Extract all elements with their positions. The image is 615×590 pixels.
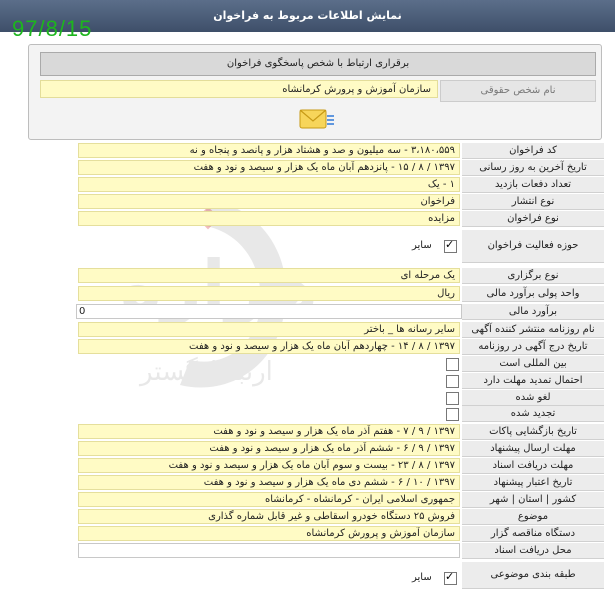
submit-deadline-value: ۱۳۹۷ / ۹ / ۶ - ششم آذر ماه یک هزار و سیصد و نود و هفت [78, 441, 460, 456]
contact-responder-button[interactable]: برقراری ارتباط با شخص پاسخگوی فراخوان [40, 52, 596, 76]
code-label: کد فراخوان [462, 143, 604, 159]
extension-checkbox[interactable] [446, 375, 459, 388]
submit-deadline-label: مهلت ارسال پیشنهاد [462, 441, 604, 457]
subject-value: فروش ۲۵ دستگاه خودرو اسقاطی و غیر قابل شماره گذاری [78, 509, 460, 524]
classification-checkbox-label: سایر [412, 572, 432, 583]
currency-label: واحد پولی برآورد مالی [462, 286, 604, 302]
last-update-label: تاریخ آخرین به روز رسانی [462, 160, 604, 176]
envelope-icon[interactable] [296, 106, 336, 134]
visits-value: ۱ - یک [78, 177, 460, 192]
date-stamp: 97/8/15 [12, 16, 93, 41]
publish-type-value: فراخوان [78, 194, 460, 209]
call-type-value: مزایده [78, 211, 460, 226]
location-value: جمهوری اسلامی ایران - کرمانشاه - کرمانشاه [78, 492, 460, 507]
newspaper-label: نام روزنامه منتشر کننده آگهی [462, 322, 604, 338]
watermark-subtext: ارتباط گستر [140, 357, 273, 387]
location-label: کشور | استان | شهر [462, 492, 604, 508]
international-label: بین المللی است [462, 356, 604, 372]
cancelled-label: لغو شده [462, 390, 604, 406]
opening-date-value: ۱۳۹۷ / ۹ / ۷ - هفتم آذر ماه یک هزار و سیصد و نود و هفت [78, 424, 460, 439]
organizer-value: سازمان آموزش و پرورش کرمانشاه [78, 526, 460, 541]
docs-place-label: محل دریافت اسناد [462, 543, 604, 559]
opening-date-label: تاریخ بازگشایی پاکات [462, 424, 604, 440]
newspaper-value: سایر رسانه ها _ باختر [78, 322, 460, 337]
ad-date-label: تاریخ درج آگهی در روزنامه [462, 339, 604, 355]
international-checkbox[interactable] [446, 358, 459, 371]
docs-place-value [78, 543, 460, 558]
estimate-label: برآورد مالی [462, 304, 604, 320]
renewed-checkbox[interactable] [446, 408, 459, 421]
organizer-label: دستگاه مناقصه گزار [462, 526, 604, 542]
page-title: نمایش اطلاعات مربوط به فراخوان [213, 9, 402, 22]
validity-date-label: تاریخ اعتبار پیشنهاد [462, 475, 604, 491]
currency-value: ریال [78, 286, 460, 301]
renewed-label: تجدید شده [462, 406, 604, 422]
classification-label: طبقه بندی موضوعی [462, 562, 604, 589]
activity-scope-checkbox-label: سایر [412, 240, 432, 251]
validity-date-value: ۱۳۹۷ / ۱۰ / ۶ - ششم دی ماه یک هزار و سیصد و نود و هفت [78, 475, 460, 490]
person-name-field: سازمان آموزش و پرورش کرمانشاه [40, 80, 438, 98]
docs-deadline-label: مهلت دریافت اسناد [462, 458, 604, 474]
call-type-label: نوع فراخوان [462, 211, 604, 227]
activity-scope-label: حوزه فعالیت فراخوان [462, 230, 604, 263]
visits-label: تعداد دفعات بازدید [462, 177, 604, 193]
code-value: ۳،۱۸۰،۵۵۹ - سه میلیون و صد و هشتاد هزار و پانصد و پنجاه و نه [78, 143, 460, 158]
extension-label: احتمال تمدید مهلت دارد [462, 373, 604, 389]
holding-type-value: یک مرحله ای [78, 268, 460, 283]
holding-type-label: نوع برگزاری [462, 268, 604, 284]
person-type-label: نام شخص حقوقی [440, 80, 596, 102]
activity-scope-checkbox[interactable] [444, 240, 457, 253]
subject-label: موضوع [462, 509, 604, 525]
publish-type-label: نوع انتشار [462, 194, 604, 210]
ad-date-value: ۱۳۹۷ / ۸ / ۱۴ - چهاردهم آبان ماه یک هزار و سیصد و نود و هفت [78, 339, 460, 354]
cancelled-checkbox[interactable] [446, 392, 459, 405]
last-update-value: ۱۳۹۷ / ۸ / ۱۵ - پانزدهم آبان ماه یک هزار و سیصد و نود و هفت [78, 160, 460, 175]
docs-deadline-value: ۱۳۹۷ / ۸ / ۲۳ - بیست و سوم آبان ماه یک هزار و سیصد و نود و هفت [78, 458, 460, 473]
classification-checkbox[interactable] [444, 572, 457, 585]
estimate-value: 0 [76, 304, 462, 319]
